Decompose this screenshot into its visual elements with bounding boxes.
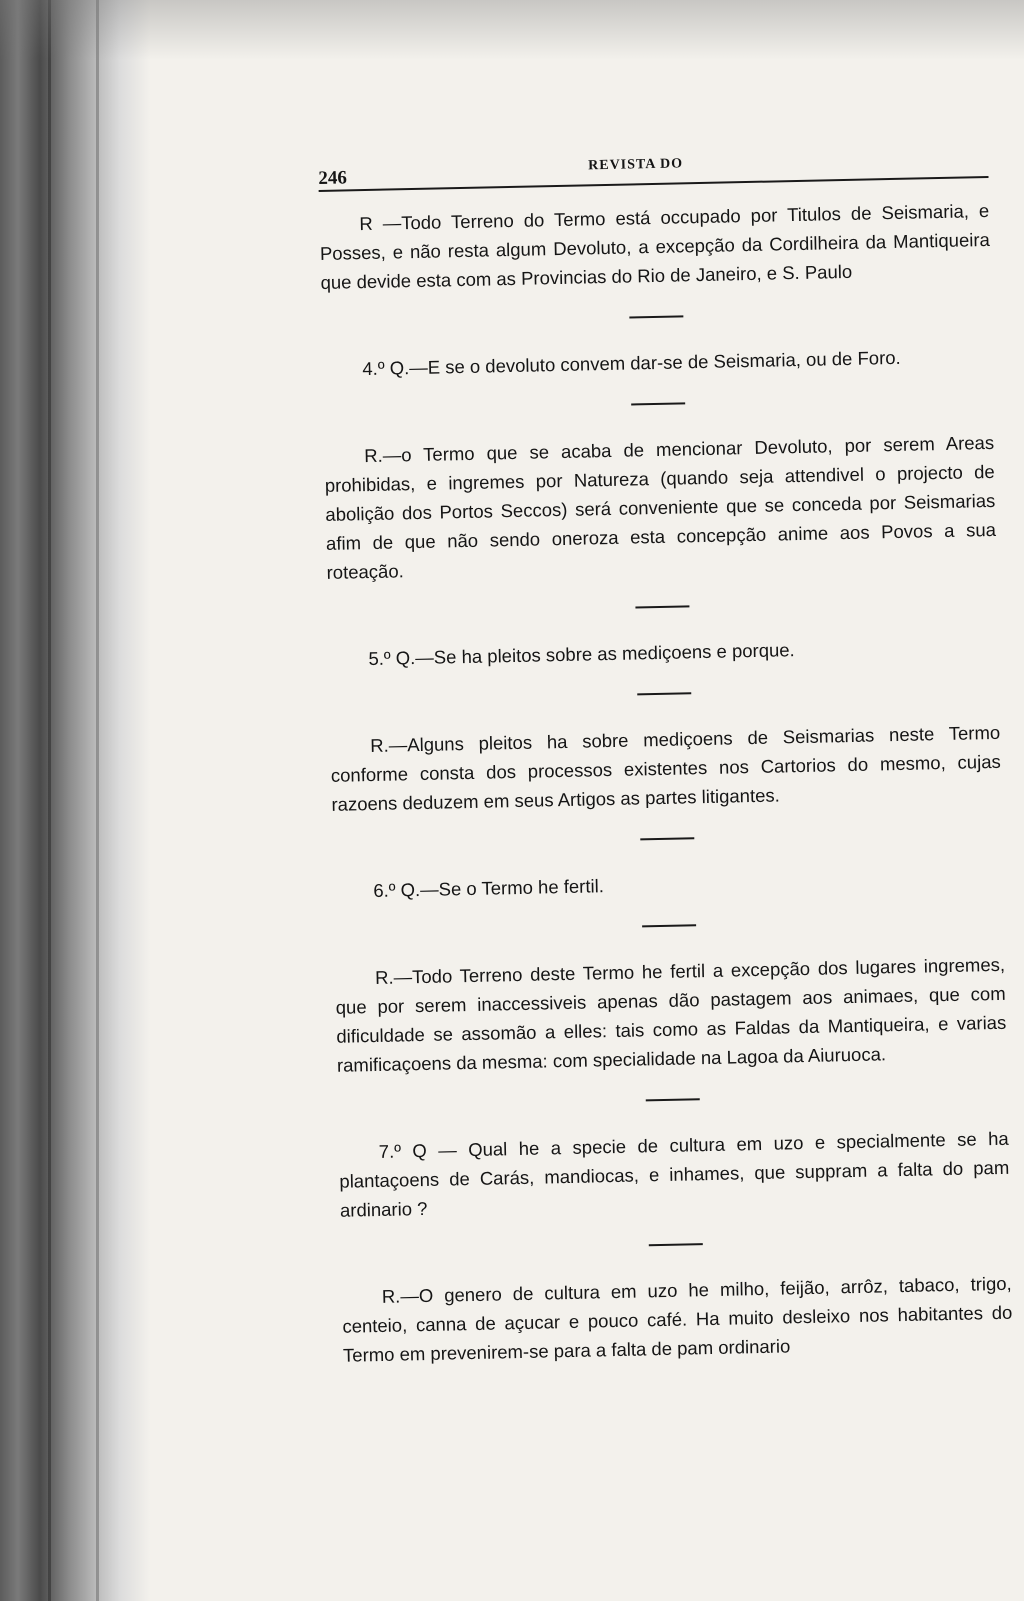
answer-paragraph: R —Todo Terreno do Termo está occupado por Titulos de Seismaria, e Posses, e não resta algum Devoluto, a excepção da Cordilheira da Mantiqueira que devide esta com as Provincias do Rio de Janeiro, e S. Paulo: [319, 199, 991, 293]
running-head: REVISTA DO: [588, 156, 684, 174]
section-divider: [635, 605, 689, 608]
answer-paragraph: R.—Alguns pleitos ha sobre mediçoens de Seismarias neste Termo conforme consta dos processos existentes nos Cartorios do mesmo, cujas razoens deduzem em seus Artigos as partes litigantes.: [330, 721, 1001, 815]
section-divider: [649, 1243, 703, 1246]
scan-top-shadow: [0, 0, 1024, 60]
question-paragraph: 4.º Q.—E se o devoluto convem dar-se de Seismaria, ou de Foro.: [362, 346, 901, 380]
binding-shadow: [0, 0, 150, 1601]
page-body: [319, 178, 1014, 1370]
question-paragraph: 6.º Q.—Se o Termo he fertil.: [373, 875, 605, 901]
section-divider: [642, 924, 696, 927]
question-paragraph: 7.º Q — Qual he a specie de cultura em uzo e specialmente se ha plantaçoens de Carás, mandiocas, e inhames, que suppram a falta do pam ardinario ?: [339, 1127, 1010, 1221]
page-number: 246: [318, 167, 348, 189]
book-page: [318, 146, 1013, 1370]
section-divider: [629, 315, 683, 318]
section-divider: [637, 692, 691, 695]
binding-edge-line: [96, 0, 99, 1601]
binding-edge-line: [48, 0, 51, 1601]
section-divider: [631, 402, 685, 405]
answer-paragraph: R.—O genero de cultura em uzo he milho, feijão, arrôz, tabaco, trigo, centeio, canna de açucar e pouco café. Ha muito desleixo nos habitantes do Termo em prevenirem-se para a falta de pam ordinario: [342, 1272, 1013, 1366]
section-divider: [640, 837, 694, 840]
answer-paragraph: R.—Todo Terreno deste Termo he fertil a excepção dos lugares ingremes, que por serem inaccessiveis apenas dão pastagem aos animaes, que com dificuldade se assomão a elles: tais como as Faldas da Mantiqueira, e varias ramificaçoens da mesma: com specialidade na Lagoa da Aiuruoca.: [335, 953, 1007, 1076]
answer-paragraph: R.—o Termo que se acaba de mencionar Devoluto, por serem Areas prohibidas, e ingremes por Natureza (quando seja attendivel o projecto de abolição dos Portos Seccos) será conveniente que se conceda por Seismarias afim de que não sendo oneroza esta concepção anime aos Povos a sua roteação.: [324, 431, 997, 583]
section-divider: [646, 1098, 700, 1101]
question-paragraph: 5.º Q.—Se ha pleitos sobre as mediçoens e porque.: [368, 639, 795, 670]
